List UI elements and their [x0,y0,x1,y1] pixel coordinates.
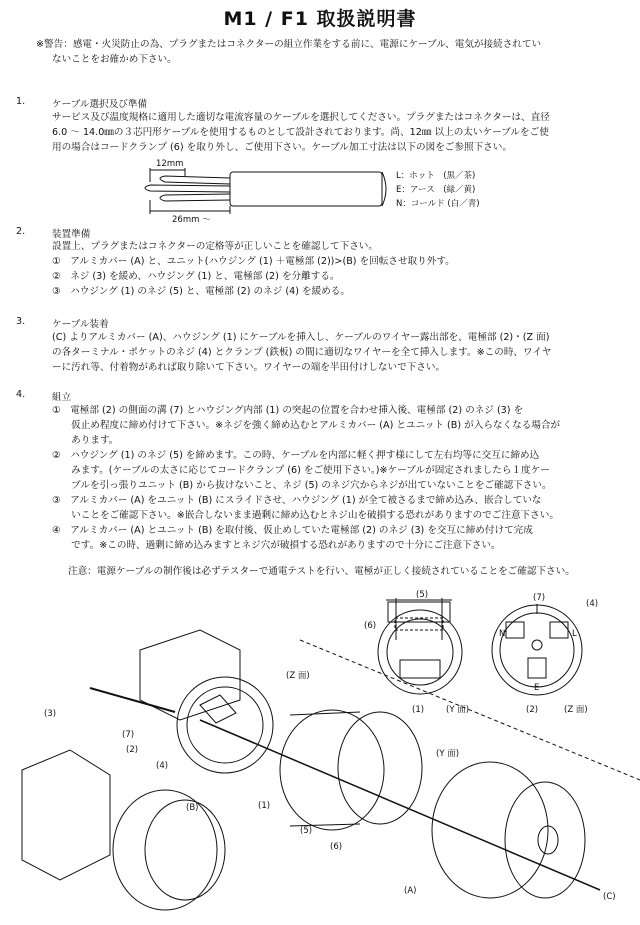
section-1-line-1: サービス及び温度規格に適用した適切な電流容量のケーブルを選択してください。プラグまたはコネクターは、直径 [52,112,550,123]
section-4-line-4: ② ハウジング (1) のネジ (5) を締めます。この時、ケーブルを内部に軽く押す様にして左右均等に交互に締め込 [52,450,540,461]
unit-b-body [113,790,217,910]
terminal-l [550,622,568,638]
label-4: (4) [156,761,169,771]
label-5-detail: (5) [416,590,429,600]
label-1-detail: (1) [412,705,425,715]
terminal-e [528,658,546,678]
label-6: (6) [330,842,343,852]
cable-diagram [145,168,386,214]
warning-line-2: ないことをお確かめ下さい。 [52,54,177,65]
assembly-axis [300,640,640,780]
label-7: (7) [122,730,135,740]
cable-end-cap [382,172,386,206]
label-4-detail: (4) [586,599,599,609]
aluminum-cover-a [432,762,548,898]
section-2-line-4: ③ ハウジング (1) のネジ (5) と、電極部 (2) のネジ (4) を緩める。 [52,286,350,297]
warning-line-1: ※警告：感電・火災防止の為、プラグまたはコネクターの組立作業をする前に、電源にケーブル、電気が接続されてい [36,39,542,50]
label-a: (A) [404,886,417,896]
dim-label-26mm: 26mm ～ [172,215,211,225]
section-3-line-1: (C) よりアルミカバー (A)、ハウジング (1) にケーブルを挿入し、ケーブルのワイヤー露出部を、電極部 (2)・(Z 面) [52,332,550,343]
section-1-heading: ケーブル選択及び準備 [52,99,148,110]
electrode-inner [187,687,263,763]
section-4-number: 4. [16,389,26,400]
section-4-line-3: あります。 [52,435,119,446]
screw-3-shaft [90,688,175,712]
section-2-line-1: 設置上、プラグまたはコネクターの定格等が正しいことを確認して下さい。 [52,241,378,252]
section-1-line-3: 用の場合はコードクランプ (6) を取り外し、ご使用下さい。ケーブル加工寸法は以下の図をご参照下さい。 [52,142,512,153]
label-n: N [499,629,506,639]
legend-earth: E：アース (緑／黄) [396,185,476,195]
caution-note: 注意：電源ケーブルの制作後は必ずテスターで通電テストを行い、電極が正しく接続されていることをご確認下さい。 [68,566,575,577]
electrode-unit [177,677,273,773]
section-4-line-10: です。※この時、過剰に締め込みますとネジ穴が破損する恐れがありますので十分にご注意下さい。 [52,540,501,551]
label-6-detail: (6) [364,621,377,631]
section-3-line-3: ーに汚れ等、付着物があれば取り除いて下さい。ワイヤーの端を半田付けしないで下さい。 [52,362,446,373]
terminal-n [506,622,524,638]
label-c: (C) [603,892,616,902]
section-4-line-7: ③ アルミカバー (A) をユニット (B) にスライドさせ、ハウジング (1) が全て被さるまで締め込み、嵌合していな [52,495,542,506]
section-2-number: 2. [16,226,26,237]
terminal-block [200,695,236,723]
label-y-face: (Y 面) [436,749,460,759]
socket-body [22,750,110,880]
housing-y-face-detail [378,598,462,694]
cable-jacket [230,172,382,206]
label-l: L [572,629,577,639]
label-2: (2) [126,745,139,755]
section-4-line-8: いことをご確認下さい。※嵌合しないまま過剰に締め込むとネジ山を破損する恐れがありますのでご注意下さい。 [52,510,559,521]
legend-cold: N：コールド (白／青) [396,199,480,209]
label-b: (B) [186,803,199,813]
electrode-z-face-detail [492,604,582,695]
housing-1-body [280,710,384,830]
label-5: (5) [300,826,313,836]
section-4-line-2: 仮止め程度に締め付けて下さい。※ネジを強く締め込むとアルミカバー (A) とユニット (B) が入らなくなる場合が [52,420,561,431]
section-2-heading: 装置準備 [52,229,91,240]
housing-circle [378,610,462,694]
label-7-detail: (7) [533,593,546,603]
label-3: (3) [44,709,57,719]
clamp-bottom [400,660,440,678]
label-z-face: (Z 面) [286,671,310,681]
label-2-detail: (2) [526,705,539,715]
wire-1 [160,176,230,184]
section-1-number: 1. [16,96,26,107]
section-4-line-6: ブルを引っ張りユニット (B) から抜けないこと、ネジ (5) のネジ穴からネジが出ていないことをご確認下さい。 [52,480,552,491]
section-2-line-2: ① アルミカバー (A) と、ユニット(ハウジング (1) ＋電極部 (2))>(B) を回転させ取り外す。 [52,256,455,267]
label-1: (1) [258,801,271,811]
aluminum-cover-front [505,782,585,898]
wire-2 [145,185,230,192]
dim-label-12mm: 12mm [156,159,184,169]
housing-1-face [338,712,422,824]
section-2-line-3: ② ネジ (3) を緩め、ハウジング (1) と、電極部 (2) を分離する。 [52,271,340,282]
label-e: E [534,683,540,693]
section-4-line-5: みます。(ケーブルの太さに応じてコードクランプ (6) をご使用下さい。)※ケーブルが固定されましたら１度ケー [52,465,550,476]
section-3-number: 3. [16,316,26,327]
page-title: M1 / F1 取扱説明書 [223,8,417,30]
label-y-face-detail: (Y 面) [446,705,470,715]
section-4-heading: 組立 [52,392,72,403]
section-3-line-2: の各ターミナル・ポケットのネジ (4) とクランプ (鉄板) の間に適切なワイヤーを全て挿入します。※この時、ワイヤ [52,347,552,358]
section-1-line-2: 6.0 ～ 14.0㎜の３芯円形ケーブルを使用するものとして設計されております。尚、12㎜ 以上の太いケーブルをご使 [52,127,549,138]
unit-b-face [145,800,225,900]
exploded-assembly [22,630,640,910]
section-4-line-1: ① 電極部 (2) の側面の溝 (7) とハウジング内部 (1) の突起の位置を合わせ挿入後、電極部 (2) のネジ (3) を [52,405,524,416]
label-z-face-detail: (Z 面) [564,705,588,715]
section-3-heading: ケーブル装着 [52,319,109,330]
housing-inner-circle [387,619,453,685]
wire-3 [160,194,230,201]
center-screw [532,640,542,650]
legend-hot: L：ホット (黒／茶) [396,171,476,181]
section-4-line-9: ④ アルミカバー (A) とユニット (B) を取付後、仮止めしていた電極部 (2) のネジ (3) を交互に締め付けて完成 [52,525,533,536]
